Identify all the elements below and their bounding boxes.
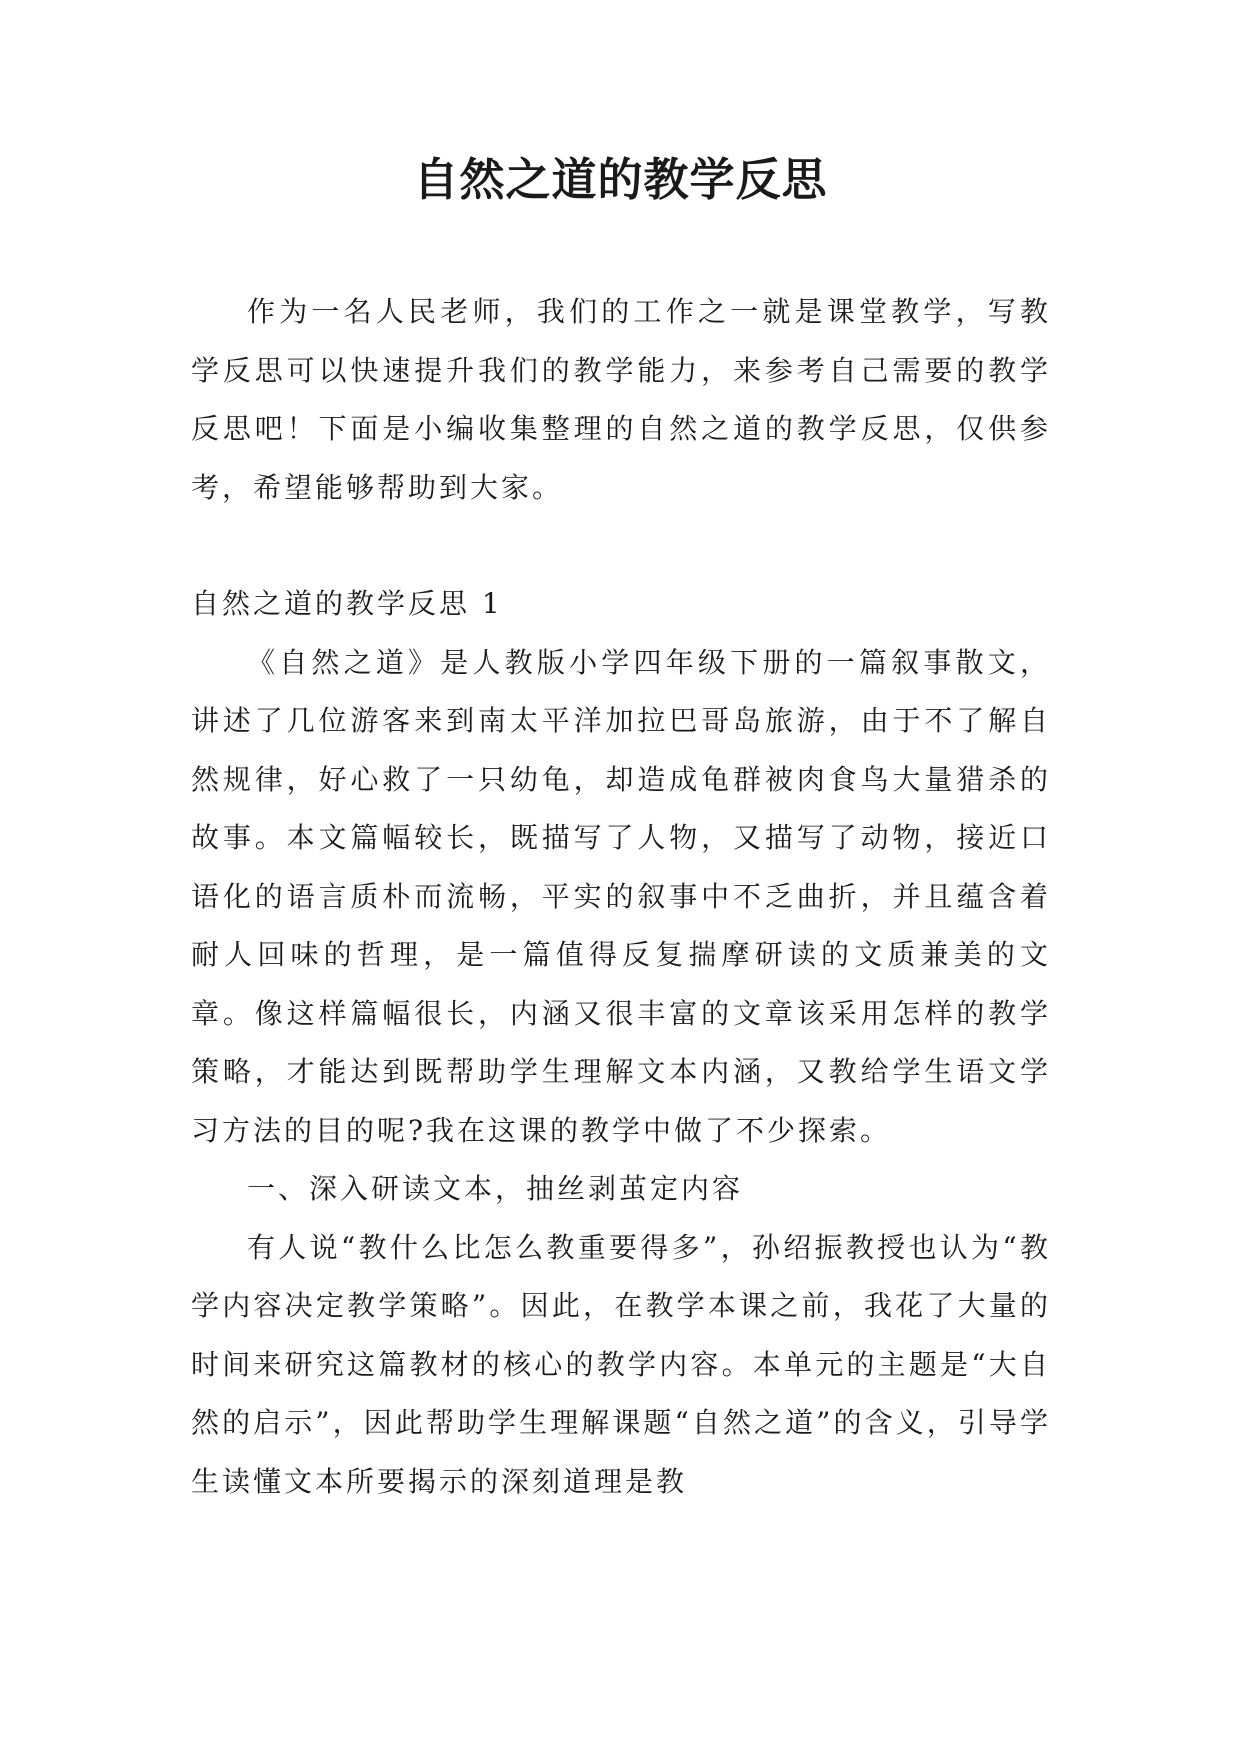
body-paragraph: 有人说“教什么比怎么教重要得多”，孙绍振教授也认为“教学内容决定教学策略”。因此，在教学本课之前，我花了大量的时间来研究这篇教材的核心的教学内容。本单元的主题是“大自然的启示”，因此帮助学生理解课题“自然之道”的含义，引导学生读懂文本所要揭示的深刻道理是教 — [191, 1230, 1051, 1498]
document-title: 自然之道的教学反思 — [413, 153, 828, 206]
intro-paragraph: 作为一名人民老师，我们的工作之一就是课堂教学，写教学反思可以快速提升我们的教学能力，来参考自己需要的教学反思吧！下面是小编收集整理的自然之道的教学反思，仅供参考，希望能够帮助到大家。 — [191, 295, 1051, 504]
sub-heading: 一、深入研读文本，抽丝剥茧定内容 — [247, 1172, 744, 1205]
body-paragraph: 《自然之道》是人教版小学四年级下册的一篇叙事散文，讲述了几位游客来到南太平洋加拉巴哥岛旅游，由于不了解自然规律，好心救了一只幼龟，却造成龟群被肉食鸟大量猎杀的故事。本文篇幅较长，既描写了人物，又描写了动物，接近口语化的语言质朴而流畅，平实的叙事中不乏曲折，并且蕴含着耐人回味的哲理，是一篇值得反复揣摩研读的文质兼美的文章。像这样篇幅很长，内涵又很丰富的文章该采用怎样的教学策略，才能达到既帮助学生理解文本内涵，又教给学生语文学习方法的目的呢?我在这课的教学中做了不少探索。 — [191, 645, 1051, 1147]
document-body — [191, 283, 1051, 1511]
section-heading: 自然之道的教学反思 1 — [191, 587, 503, 620]
